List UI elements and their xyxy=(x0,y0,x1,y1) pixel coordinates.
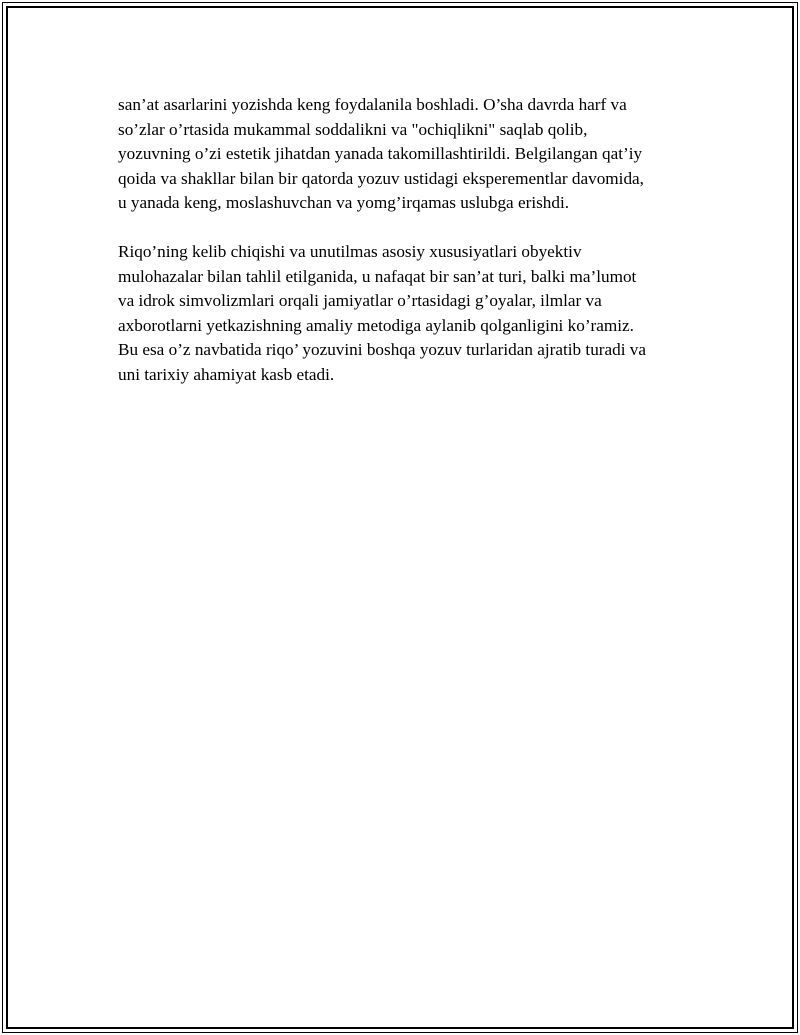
text-line: uni tarixiy ahamiyat kasb etadi. xyxy=(118,364,335,384)
text-line: axborotlarni yetkazishning amaliy metodiga aylanib qolganligini ko’ramiz. xyxy=(118,315,634,335)
paragraph-1 xyxy=(118,93,698,216)
text-line: Riqo’ning kelib chiqishi va unutilmas asosiy xususiyatlari obyektiv xyxy=(118,242,582,261)
text-line: va idrok simvolizmlari orqali jamiyatlar o’rtasidagi g’oyalar, ilmlar va xyxy=(118,291,602,310)
text-line: san’at asarlarini yozishda keng foydalanila boshladi. O’sha davrda harf va xyxy=(118,95,627,114)
paragraph-2 xyxy=(118,240,698,387)
text-line: mulohazalar bilan tahlil etilganida, u nafaqat bir san’at turi, balki ma’lumot xyxy=(118,266,637,286)
text-line: yozuvning o’zi estetik jihatdan yanada takomillashtirildi. Belgilangan qat’iy xyxy=(118,144,643,163)
text-line: so’zlar o’rtasida mukammal soddalikni va "ochiqlikni" saqlab qolib, xyxy=(118,119,588,139)
text-line: qoida va shakllar bilan bir qatorda yozuv ustidagi eksperementlar davomida, xyxy=(118,168,644,188)
document-body xyxy=(118,93,698,412)
text-line: Bu esa o’z navbatida riqo’ yozuvini boshqa yozuv turlaridan ajratib turadi va xyxy=(118,340,647,359)
text-line: u yanada keng, moslashuvchan va yomg’irqamas uslubga erishdi. xyxy=(118,193,570,212)
